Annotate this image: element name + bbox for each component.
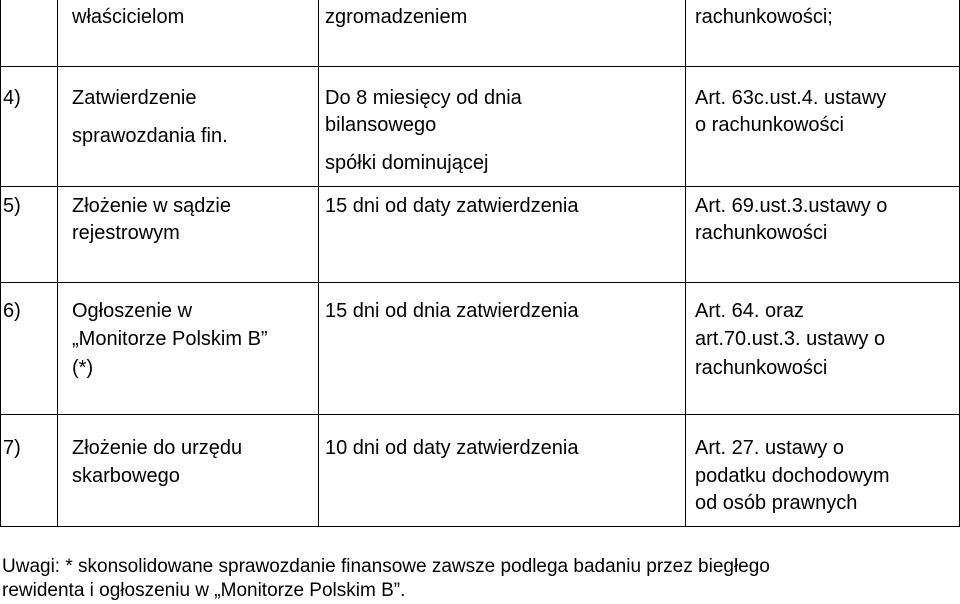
row-6-action-line-1: Ogłoszenie w (72, 300, 193, 322)
row-4-basis-line-2: o rachunkowości (695, 114, 844, 136)
row-5-number: 5) (3, 195, 21, 217)
row-7-basis-line-3: od osób prawnych (695, 492, 858, 514)
row-7-basis-line-1: Art. 27. ustawy o (695, 437, 844, 459)
row-4-action-line-1: Zatwierdzenie (72, 87, 197, 109)
row-5-basis-line-2: rachunkowości (695, 222, 828, 244)
row-5-action-line-2: rejestrowym (72, 222, 180, 244)
column-divider-3 (685, 0, 686, 527)
top-row-deadline: zgromadzeniem (325, 6, 468, 28)
row-6-basis-line-2: art.70.ust.3. ustawy o (695, 328, 886, 350)
row-4-basis-line-1: Art. 63c.ust.4. ustawy (695, 87, 887, 109)
row-divider-2 (0, 186, 960, 187)
row-4-deadline-line-1: Do 8 miesięcy od dnia (325, 87, 522, 109)
row-4-number: 4) (3, 87, 21, 109)
row-divider-4 (0, 414, 960, 415)
row-4-deadline-line-3: spółki dominującej (325, 152, 489, 174)
column-divider-2 (318, 0, 319, 527)
top-row-basis: rachunkowości; (695, 6, 833, 28)
row-divider-3 (0, 282, 960, 283)
footnote-line-1: Uwagi: * skonsolidowane sprawozdanie finansowe zawsze podlega badaniu przez biegłego (2, 556, 770, 577)
row-7-basis-line-2: podatku dochodowym (695, 465, 890, 487)
row-7-number: 7) (3, 437, 21, 459)
row-5-deadline-line-1: 15 dni od daty zatwierdzenia (325, 195, 579, 217)
table-border-bottom (0, 526, 960, 527)
column-divider-1 (57, 0, 58, 527)
row-5-basis-line-1: Art. 69.ust.3.ustawy o (695, 195, 888, 217)
row-6-deadline-line-1: 15 dni od dnia zatwierdzenia (325, 300, 579, 322)
row-6-action-line-2: „Monitorze Polskim B” (72, 328, 268, 350)
top-row-action: właścicielom (72, 6, 185, 28)
row-6-action-line-3: (*) (72, 357, 94, 379)
footnote-line-2: rewidenta i ogłoszeniu w „Monitorze Polskim B”. (2, 580, 406, 601)
row-4-action-line-2: sprawozdania fin. (72, 125, 228, 147)
row-7-deadline-line-1: 10 dni od daty zatwierdzenia (325, 437, 579, 459)
row-5-action-line-1: Złożenie w sądzie (72, 195, 231, 217)
row-6-number: 6) (3, 300, 21, 322)
row-6-basis-line-3: rachunkowości (695, 357, 828, 379)
row-divider-1 (0, 66, 960, 67)
row-7-action-line-1: Złożenie do urzędu (72, 437, 243, 459)
row-4-deadline-line-2: bilansowego (325, 114, 437, 136)
row-6-basis-line-1: Art. 64. oraz (695, 300, 804, 322)
table-border-left (0, 0, 1, 527)
row-7-action-line-2: skarbowego (72, 465, 180, 487)
